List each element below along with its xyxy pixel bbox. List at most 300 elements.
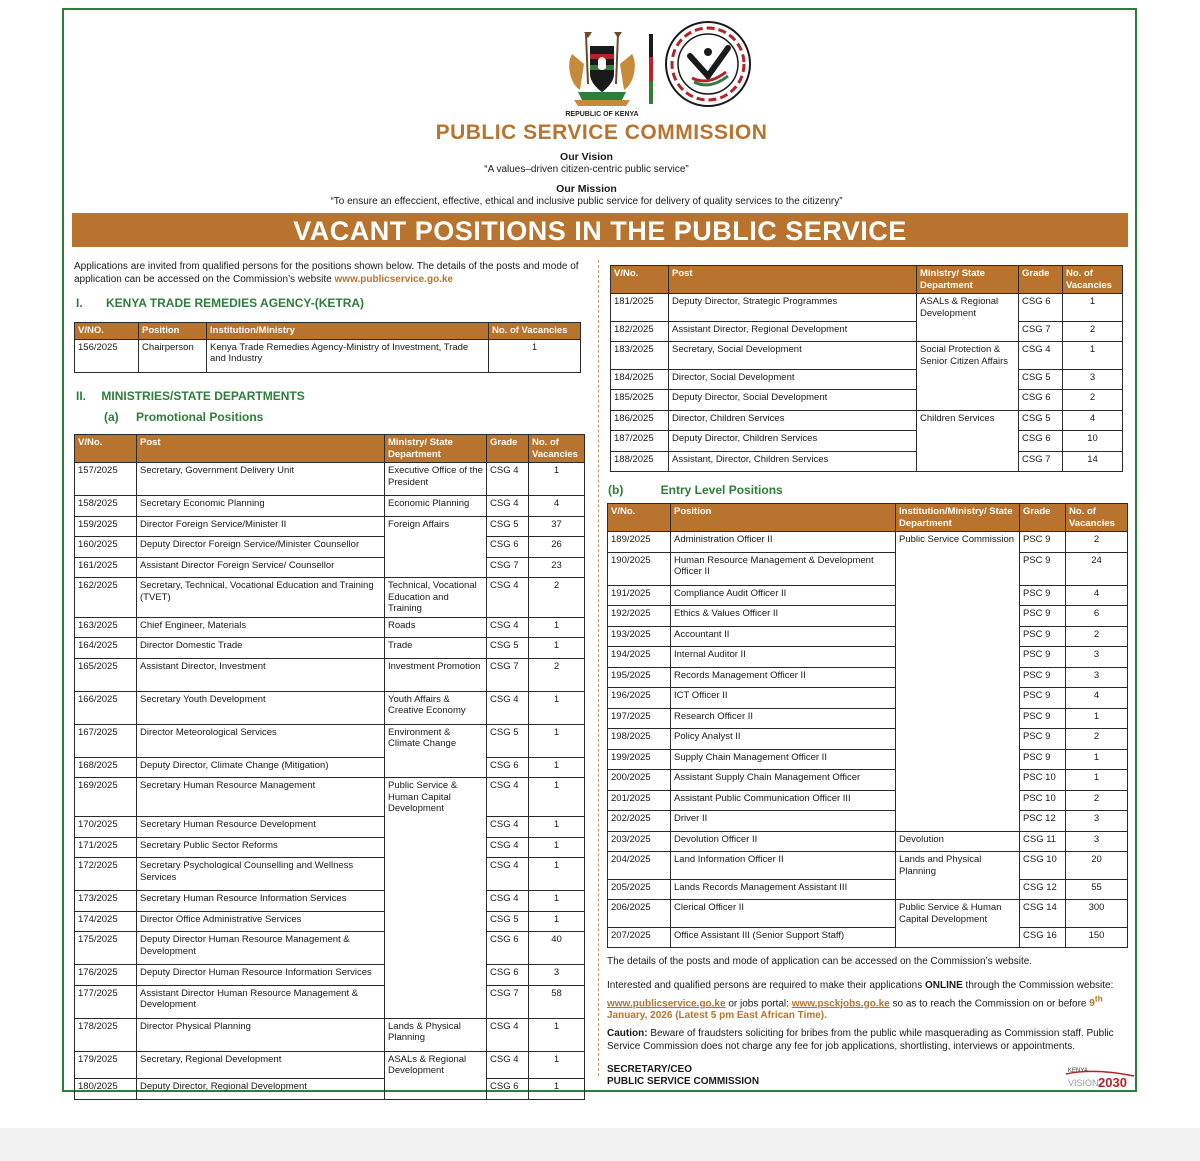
cell-post: Director Foreign Service/Minister II — [137, 516, 385, 537]
cell-grade: PSC 9 — [1020, 749, 1066, 770]
cell-vac: 1 — [529, 463, 585, 496]
cell-vno: 187/2025 — [611, 431, 669, 452]
logo-area — [504, 20, 764, 120]
cell-grade: CSG 6 — [487, 932, 529, 965]
cell-grade: CSG 6 — [487, 537, 529, 558]
col-vacancies: No. of Vacancies — [1066, 504, 1128, 532]
apply-online: ONLINE — [924, 980, 963, 991]
cell-vac: 3 — [529, 965, 585, 986]
table-row — [608, 790, 1128, 811]
cell-ministry: Roads — [385, 617, 487, 638]
col-grade: Grade — [1020, 504, 1066, 532]
cell-post: Ethics & Values Officer II — [671, 606, 896, 627]
subsection-a-number: (a) — [104, 410, 119, 424]
cell-post: Director, Social Development — [669, 369, 917, 390]
cell-vno: 197/2025 — [608, 708, 671, 729]
cell-vac: 1 — [529, 724, 585, 757]
cell-vno: 196/2025 — [608, 688, 671, 709]
cell-grade: CSG 7 — [1019, 451, 1063, 472]
cell-vac: 55 — [1066, 879, 1128, 900]
cell-ministry: Lands & Physical Planning — [385, 1018, 487, 1051]
cell-vac: 2 — [1066, 626, 1128, 647]
cell-vno: 157/2025 — [75, 463, 137, 496]
cell-vac: 4 — [1066, 585, 1128, 606]
table-row — [75, 1018, 585, 1051]
table-row — [75, 617, 585, 638]
cell-post: Secretary, Regional Development — [137, 1051, 385, 1079]
cell-vac: 3 — [1066, 667, 1128, 688]
table-row — [608, 688, 1128, 709]
deadline-sup: th — [1094, 993, 1103, 1004]
cell-vno: 168/2025 — [75, 757, 137, 778]
cell-ministry — [385, 965, 487, 986]
table-row — [75, 965, 585, 986]
jobs-portal-link[interactable]: www.psckjobs.go.ke — [791, 997, 890, 1009]
cell-vno: 160/2025 — [75, 537, 137, 558]
cell-grade: CSG 4 — [487, 891, 529, 912]
cell-post: Deputy Director Foreign Service/Minister Counsellor — [137, 537, 385, 558]
table-row — [75, 463, 585, 496]
cell-vno: 203/2025 — [608, 831, 671, 852]
cell-vac: 1 — [529, 1018, 585, 1051]
cell-grade: CSG 4 — [487, 1051, 529, 1079]
deadline-day: 9 — [1089, 997, 1095, 1009]
cell-post: Assistant Public Communication Officer III — [671, 790, 896, 811]
cell-vac: 14 — [1063, 451, 1123, 472]
cell-post: Secretary Economic Planning — [137, 496, 385, 517]
cell-post: Director Office Administrative Services — [137, 911, 385, 932]
cell-vno: 162/2025 — [75, 578, 137, 618]
table-row — [611, 451, 1123, 472]
table-row — [75, 537, 585, 558]
cell-grade: CSG 5 — [487, 724, 529, 757]
cell-post: Director, Children Services — [669, 410, 917, 431]
cell-position: Chairperson — [139, 339, 207, 372]
section-2-number: II. — [76, 389, 87, 403]
cell-post: Clerical Officer II — [671, 900, 896, 928]
section-2-title: MINISTRIES/STATE DEPARTMENTS — [101, 389, 305, 403]
cell-ministry — [385, 817, 487, 838]
cell-vno: 193/2025 — [608, 626, 671, 647]
cell-grade: CSG 5 — [487, 638, 529, 659]
cell-post: Human Resource Management & Development Officer II — [671, 552, 896, 585]
cell-vno: 198/2025 — [608, 729, 671, 750]
cell-vac: 1 — [529, 757, 585, 778]
cell-post: Policy Analyst II — [671, 729, 896, 750]
cell-vno: 188/2025 — [611, 451, 669, 472]
cell-vno: 175/2025 — [75, 932, 137, 965]
col-vno: V/NO. — [75, 323, 139, 340]
cell-grade: CSG 4 — [487, 691, 529, 724]
table-row — [75, 891, 585, 912]
apply-text-1: Interested and qualified persons are required to make their applications — [607, 980, 923, 991]
cell-vac: 1 — [529, 817, 585, 838]
cell-post: Deputy Director, Social Development — [669, 390, 917, 411]
cell-ministry — [917, 321, 1019, 342]
cell-vno: 207/2025 — [608, 927, 671, 948]
cell-vno: 201/2025 — [608, 790, 671, 811]
cell-post: Lands Records Management Assistant III — [671, 879, 896, 900]
cell-ministry — [385, 858, 487, 891]
cell-grade: CSG 4 — [487, 578, 529, 618]
cell-ministry: Executive Office of the President — [385, 463, 487, 496]
cell-post: Secretary Psychological Counselling and Wellness Services — [137, 858, 385, 891]
table-row — [75, 932, 585, 965]
cell-ministry — [896, 667, 1020, 688]
promotional-table-right — [610, 265, 1123, 472]
table-row — [611, 342, 1123, 370]
cell-vac: 2 — [529, 658, 585, 691]
apply-text-2: through the Commission website: — [965, 980, 1114, 991]
column-divider — [598, 260, 599, 1076]
table-row — [608, 811, 1128, 832]
cell-vno: 181/2025 — [611, 294, 669, 322]
cell-ministry — [896, 879, 1020, 900]
cell-grade: CSG 6 — [487, 965, 529, 986]
cell-vac: 40 — [529, 932, 585, 965]
coat-label: REPUBLIC OF KENYA — [565, 111, 639, 118]
cell-grade: CSG 16 — [1020, 927, 1066, 948]
cell-ministry — [385, 932, 487, 965]
cell-grade: PSC 9 — [1020, 729, 1066, 750]
cell-vno: 194/2025 — [608, 647, 671, 668]
cell-vno: 169/2025 — [75, 778, 137, 817]
cell-grade: PSC 10 — [1020, 790, 1066, 811]
cell-ministry — [385, 557, 487, 578]
apply-text-3: or jobs portal: — [728, 997, 789, 1009]
cell-vno: 176/2025 — [75, 965, 137, 986]
table-row — [611, 410, 1123, 431]
cell-vno: 163/2025 — [75, 617, 137, 638]
cell-grade: CSG 4 — [487, 1018, 529, 1051]
apply-text-4: so as to reach the Commission on or before — [892, 997, 1087, 1009]
cell-vac: 3 — [1063, 369, 1123, 390]
cell-grade: CSG 5 — [487, 516, 529, 537]
vision-label: Our Vision — [560, 151, 613, 163]
intro-text: Applications are invited from qualified persons for the positions shown below. The details of the posts and mode of application can be accessed on the Commission’s website — [74, 261, 579, 285]
table-row — [75, 658, 585, 691]
vision-2030-logo-icon — [1064, 1064, 1136, 1090]
cell-vno: 205/2025 — [608, 879, 671, 900]
table-row — [75, 778, 585, 817]
col-post: Post — [669, 266, 917, 294]
table-row — [75, 557, 585, 578]
cell-vno: 199/2025 — [608, 749, 671, 770]
cell-post: Supply Chain Management Officer II — [671, 749, 896, 770]
cell-ministry: Foreign Affairs — [385, 516, 487, 537]
table-row — [608, 879, 1128, 900]
table-row — [608, 749, 1128, 770]
cell-vac: 1 — [529, 638, 585, 659]
col-ministry: Ministry/ State Department — [385, 435, 487, 463]
cell-ministry: Lands and Physical Planning — [896, 852, 1020, 880]
cell-grade: PSC 9 — [1020, 667, 1066, 688]
psc-seal-icon — [664, 20, 752, 108]
table-row — [75, 578, 585, 618]
cell-post: ICT Officer II — [671, 688, 896, 709]
cell-vno: 202/2025 — [608, 811, 671, 832]
cell-vno: 158/2025 — [75, 496, 137, 517]
table-row — [75, 1051, 585, 1079]
cell-grade: CSG 5 — [1019, 410, 1063, 431]
col-vno: V/No. — [608, 504, 671, 532]
cell-vno: 186/2025 — [611, 410, 669, 431]
cell-ministry — [385, 757, 487, 778]
cell-vno: 191/2025 — [608, 585, 671, 606]
table-row — [608, 585, 1128, 606]
table-row — [608, 667, 1128, 688]
cell-vac: 1 — [529, 778, 585, 817]
col-institution: Institution/Ministry/ State Department — [896, 504, 1020, 532]
cell-vac: 26 — [529, 537, 585, 558]
cell-grade: CSG 4 — [487, 778, 529, 817]
subsection-b-number: (b) — [608, 483, 624, 497]
cell-vac: 2 — [1066, 532, 1128, 553]
cell-post: Assistant Supply Chain Management Officer — [671, 770, 896, 791]
cell-grade: CSG 7 — [487, 557, 529, 578]
cell-post: Secretary Public Sector Reforms — [137, 837, 385, 858]
cell-vac: 4 — [1066, 688, 1128, 709]
advert-frame — [62, 8, 1137, 1092]
application-note — [607, 980, 1129, 1023]
cell-grade: CSG 6 — [1019, 431, 1063, 452]
subsection-b-heading — [608, 483, 783, 497]
cell-ministry: Devolution — [896, 831, 1020, 852]
cell-grade: CSG 4 — [487, 496, 529, 517]
cell-post: Internal Auditor II — [671, 647, 896, 668]
subsection-a-title: Promotional Positions — [136, 410, 264, 424]
deadline-rest: January, 2026 (Latest 5 pm East African Time). — [607, 1010, 827, 1022]
cell-grade: CSG 4 — [487, 817, 529, 838]
cell-post: Administration Officer II — [671, 532, 896, 553]
cell-ministry: Economic Planning — [385, 496, 487, 517]
table-row — [608, 927, 1128, 948]
cell-grade: CSG 5 — [487, 911, 529, 932]
cell-ministry — [896, 729, 1020, 750]
cell-ministry: Environment & Climate Change — [385, 724, 487, 757]
cell-vno: 189/2025 — [608, 532, 671, 553]
cell-post: Director Physical Planning — [137, 1018, 385, 1051]
cell-post: Deputy Director, Regional Development — [137, 1079, 385, 1100]
section-1-title: KENYA TRADE REMEDIES AGENCY-(KETRA) — [106, 296, 365, 310]
cell-vno: 174/2025 — [75, 911, 137, 932]
cell-vac: 1 — [529, 1051, 585, 1079]
cell-ministry — [896, 811, 1020, 832]
table-row — [611, 294, 1123, 322]
cell-ministry: Children Services — [917, 410, 1019, 431]
coat-of-arms-icon — [564, 24, 640, 120]
cell-ministry — [385, 911, 487, 932]
cell-ministry — [896, 552, 1020, 585]
cell-grade: CSG 10 — [1020, 852, 1066, 880]
table-row — [75, 985, 585, 1018]
cell-ministry — [917, 451, 1019, 472]
cell-ministry: Technical, Vocational Education and Training — [385, 578, 487, 618]
table-row — [75, 339, 581, 372]
cell-vno: 173/2025 — [75, 891, 137, 912]
cell-vno: 171/2025 — [75, 837, 137, 858]
table-row — [608, 831, 1128, 852]
cell-post: Land Information Officer II — [671, 852, 896, 880]
cell-post: Secretary Human Resource Development — [137, 817, 385, 838]
cell-vac: 1 — [529, 837, 585, 858]
cell-vac: 2 — [1063, 390, 1123, 411]
cell-grade: PSC 9 — [1020, 532, 1066, 553]
col-grade: Grade — [487, 435, 529, 463]
table-row — [608, 532, 1128, 553]
cell-vno: 200/2025 — [608, 770, 671, 791]
cell-grade: PSC 9 — [1020, 647, 1066, 668]
cell-post: Assistant Director, Regional Development — [669, 321, 917, 342]
cell-post: Compliance Audit Officer II — [671, 585, 896, 606]
cell-post: Director Meteorological Services — [137, 724, 385, 757]
table-row — [611, 321, 1123, 342]
cell-ministry: Public Service & Human Capital Development — [896, 900, 1020, 928]
table-row — [608, 626, 1128, 647]
cell-vno: 192/2025 — [608, 606, 671, 627]
cell-post: Deputy Director, Strategic Programmes — [669, 294, 917, 322]
table-row — [608, 900, 1128, 928]
cell-vac: 20 — [1066, 852, 1128, 880]
table-row — [75, 1079, 585, 1100]
col-ministry: Ministry/ State Department — [917, 266, 1019, 294]
cell-grade: PSC 9 — [1020, 626, 1066, 647]
cell-ministry — [896, 585, 1020, 606]
ketra-table — [74, 322, 581, 373]
caution-label: Caution: — [607, 1028, 648, 1039]
cell-vac: 3 — [1066, 647, 1128, 668]
section-1-heading — [76, 296, 364, 310]
cell-post: Secretary, Social Development — [669, 342, 917, 370]
col-vacancies: No. of Vacancies — [489, 323, 581, 340]
cell-post: Office Assistant III (Senior Support Staff) — [671, 927, 896, 948]
cell-vno: 206/2025 — [608, 900, 671, 928]
col-vno: V/No. — [75, 435, 137, 463]
cell-ministry — [917, 369, 1019, 390]
cell-grade: CSG 4 — [487, 858, 529, 891]
section-2-heading — [76, 389, 305, 403]
cell-ministry — [896, 647, 1020, 668]
cell-grade: PSC 10 — [1020, 770, 1066, 791]
cell-vno: 190/2025 — [608, 552, 671, 585]
cell-ministry — [896, 606, 1020, 627]
col-vno: V/No. — [611, 266, 669, 294]
vacancies-banner: VACANT POSITIONS IN THE PUBLIC SERVICE — [72, 213, 1128, 247]
col-institution: Institution/Ministry — [207, 323, 489, 340]
cell-post: Secretary, Technical, Vocational Education and Training (TVET) — [137, 578, 385, 618]
cell-vno: 185/2025 — [611, 390, 669, 411]
cell-grade: PSC 12 — [1020, 811, 1066, 832]
table-row — [608, 770, 1128, 791]
cell-vac: 1 — [1063, 294, 1123, 322]
cell-vno: 204/2025 — [608, 852, 671, 880]
vision-2030-year: 2030 — [1098, 1075, 1127, 1090]
cell-vac: 3 — [1066, 811, 1128, 832]
mission-label: Our Mission — [556, 183, 617, 195]
cell-ministry — [385, 537, 487, 558]
details-note: The details of the posts and mode of application can be accessed on the Commission’s website. — [607, 956, 1033, 967]
cell-ministry — [896, 708, 1020, 729]
cell-vno: 164/2025 — [75, 638, 137, 659]
cell-grade: CSG 6 — [1019, 390, 1063, 411]
cell-vac: 2 — [1066, 729, 1128, 750]
cell-post: Director Domestic Trade — [137, 638, 385, 659]
cell-ministry: Public Service & Human Capital Development — [385, 778, 487, 817]
cell-post: Secretary Human Resource Management — [137, 778, 385, 817]
col-position: Position — [139, 323, 207, 340]
cell-vac: 6 — [1066, 606, 1128, 627]
cell-vac: 1 — [1066, 770, 1128, 791]
cell-vac: 1 — [1063, 342, 1123, 370]
subsection-b-title: Entry Level Positions — [660, 483, 783, 497]
website-link[interactable]: www.publicservice.go.ke — [607, 997, 726, 1009]
cell-vac: 1 — [529, 891, 585, 912]
cell-ministry: Investment Promotion — [385, 658, 487, 691]
table-row — [75, 757, 585, 778]
cell-grade: CSG 4 — [487, 837, 529, 858]
cell-grade: CSG 6 — [1019, 294, 1063, 322]
cell-ministry: Trade — [385, 638, 487, 659]
cell-vno: 195/2025 — [608, 667, 671, 688]
cell-vac: 1 — [529, 1079, 585, 1100]
cell-institution: Kenya Trade Remedies Agency-Ministry of Investment, Trade and Industry — [207, 339, 489, 372]
cell-post: Deputy Director, Climate Change (Mitigation) — [137, 757, 385, 778]
table-row — [75, 691, 585, 724]
cell-ministry — [896, 688, 1020, 709]
entry-level-table — [607, 503, 1128, 948]
cell-post: Assistant Director, Investment — [137, 658, 385, 691]
col-grade: Grade — [1019, 266, 1063, 294]
cell-vac: 1 — [529, 911, 585, 932]
caution-text: Beware of fraudsters soliciting for bribes from the public while masquerading as Commission staff. Public Service Commission does not charge any fee for job applications, shortlisting, interviews or appointments. — [607, 1028, 1114, 1052]
table-row — [75, 817, 585, 838]
cell-grade: CSG 4 — [487, 617, 529, 638]
cell-ministry: Youth Affairs & Creative Economy — [385, 691, 487, 724]
signature-title: SECRETARY/CEO — [607, 1064, 693, 1075]
col-vacancies: No. of Vacancies — [529, 435, 585, 463]
subsection-a-heading — [104, 410, 263, 424]
table-row — [611, 390, 1123, 411]
cell-ministry — [385, 985, 487, 1018]
website-link[interactable]: www.publicservice.go.ke — [334, 273, 454, 285]
cell-vno: 177/2025 — [75, 985, 137, 1018]
cell-vac: 3 — [1066, 831, 1128, 852]
cell-vac: 300 — [1066, 900, 1128, 928]
table-row — [611, 431, 1123, 452]
cell-vac: 150 — [1066, 927, 1128, 948]
cell-grade: CSG 12 — [1020, 879, 1066, 900]
cell-post: Records Management Officer II — [671, 667, 896, 688]
cell-ministry: Social Protection & Senior Citizen Affairs — [917, 342, 1019, 370]
cell-grade: CSG 7 — [487, 985, 529, 1018]
cell-ministry — [896, 927, 1020, 948]
cell-ministry — [917, 390, 1019, 411]
cell-grade: CSG 6 — [487, 757, 529, 778]
table-row — [608, 729, 1128, 750]
bottom-bar — [0, 1128, 1200, 1161]
cell-vac: 2 — [1063, 321, 1123, 342]
cell-vac: 1 — [1066, 749, 1128, 770]
cell-post: Deputy Director Human Resource Management & Development — [137, 932, 385, 965]
cell-vno: 184/2025 — [611, 369, 669, 390]
cell-post: Deputy Director Human Resource Information Services — [137, 965, 385, 986]
cell-vno: 172/2025 — [75, 858, 137, 891]
cell-grade: CSG 4 — [487, 463, 529, 496]
table-row — [608, 606, 1128, 627]
cell-vno: 179/2025 — [75, 1051, 137, 1079]
cell-vno: 159/2025 — [75, 516, 137, 537]
cell-ministry: Public Service Commission — [896, 532, 1020, 553]
